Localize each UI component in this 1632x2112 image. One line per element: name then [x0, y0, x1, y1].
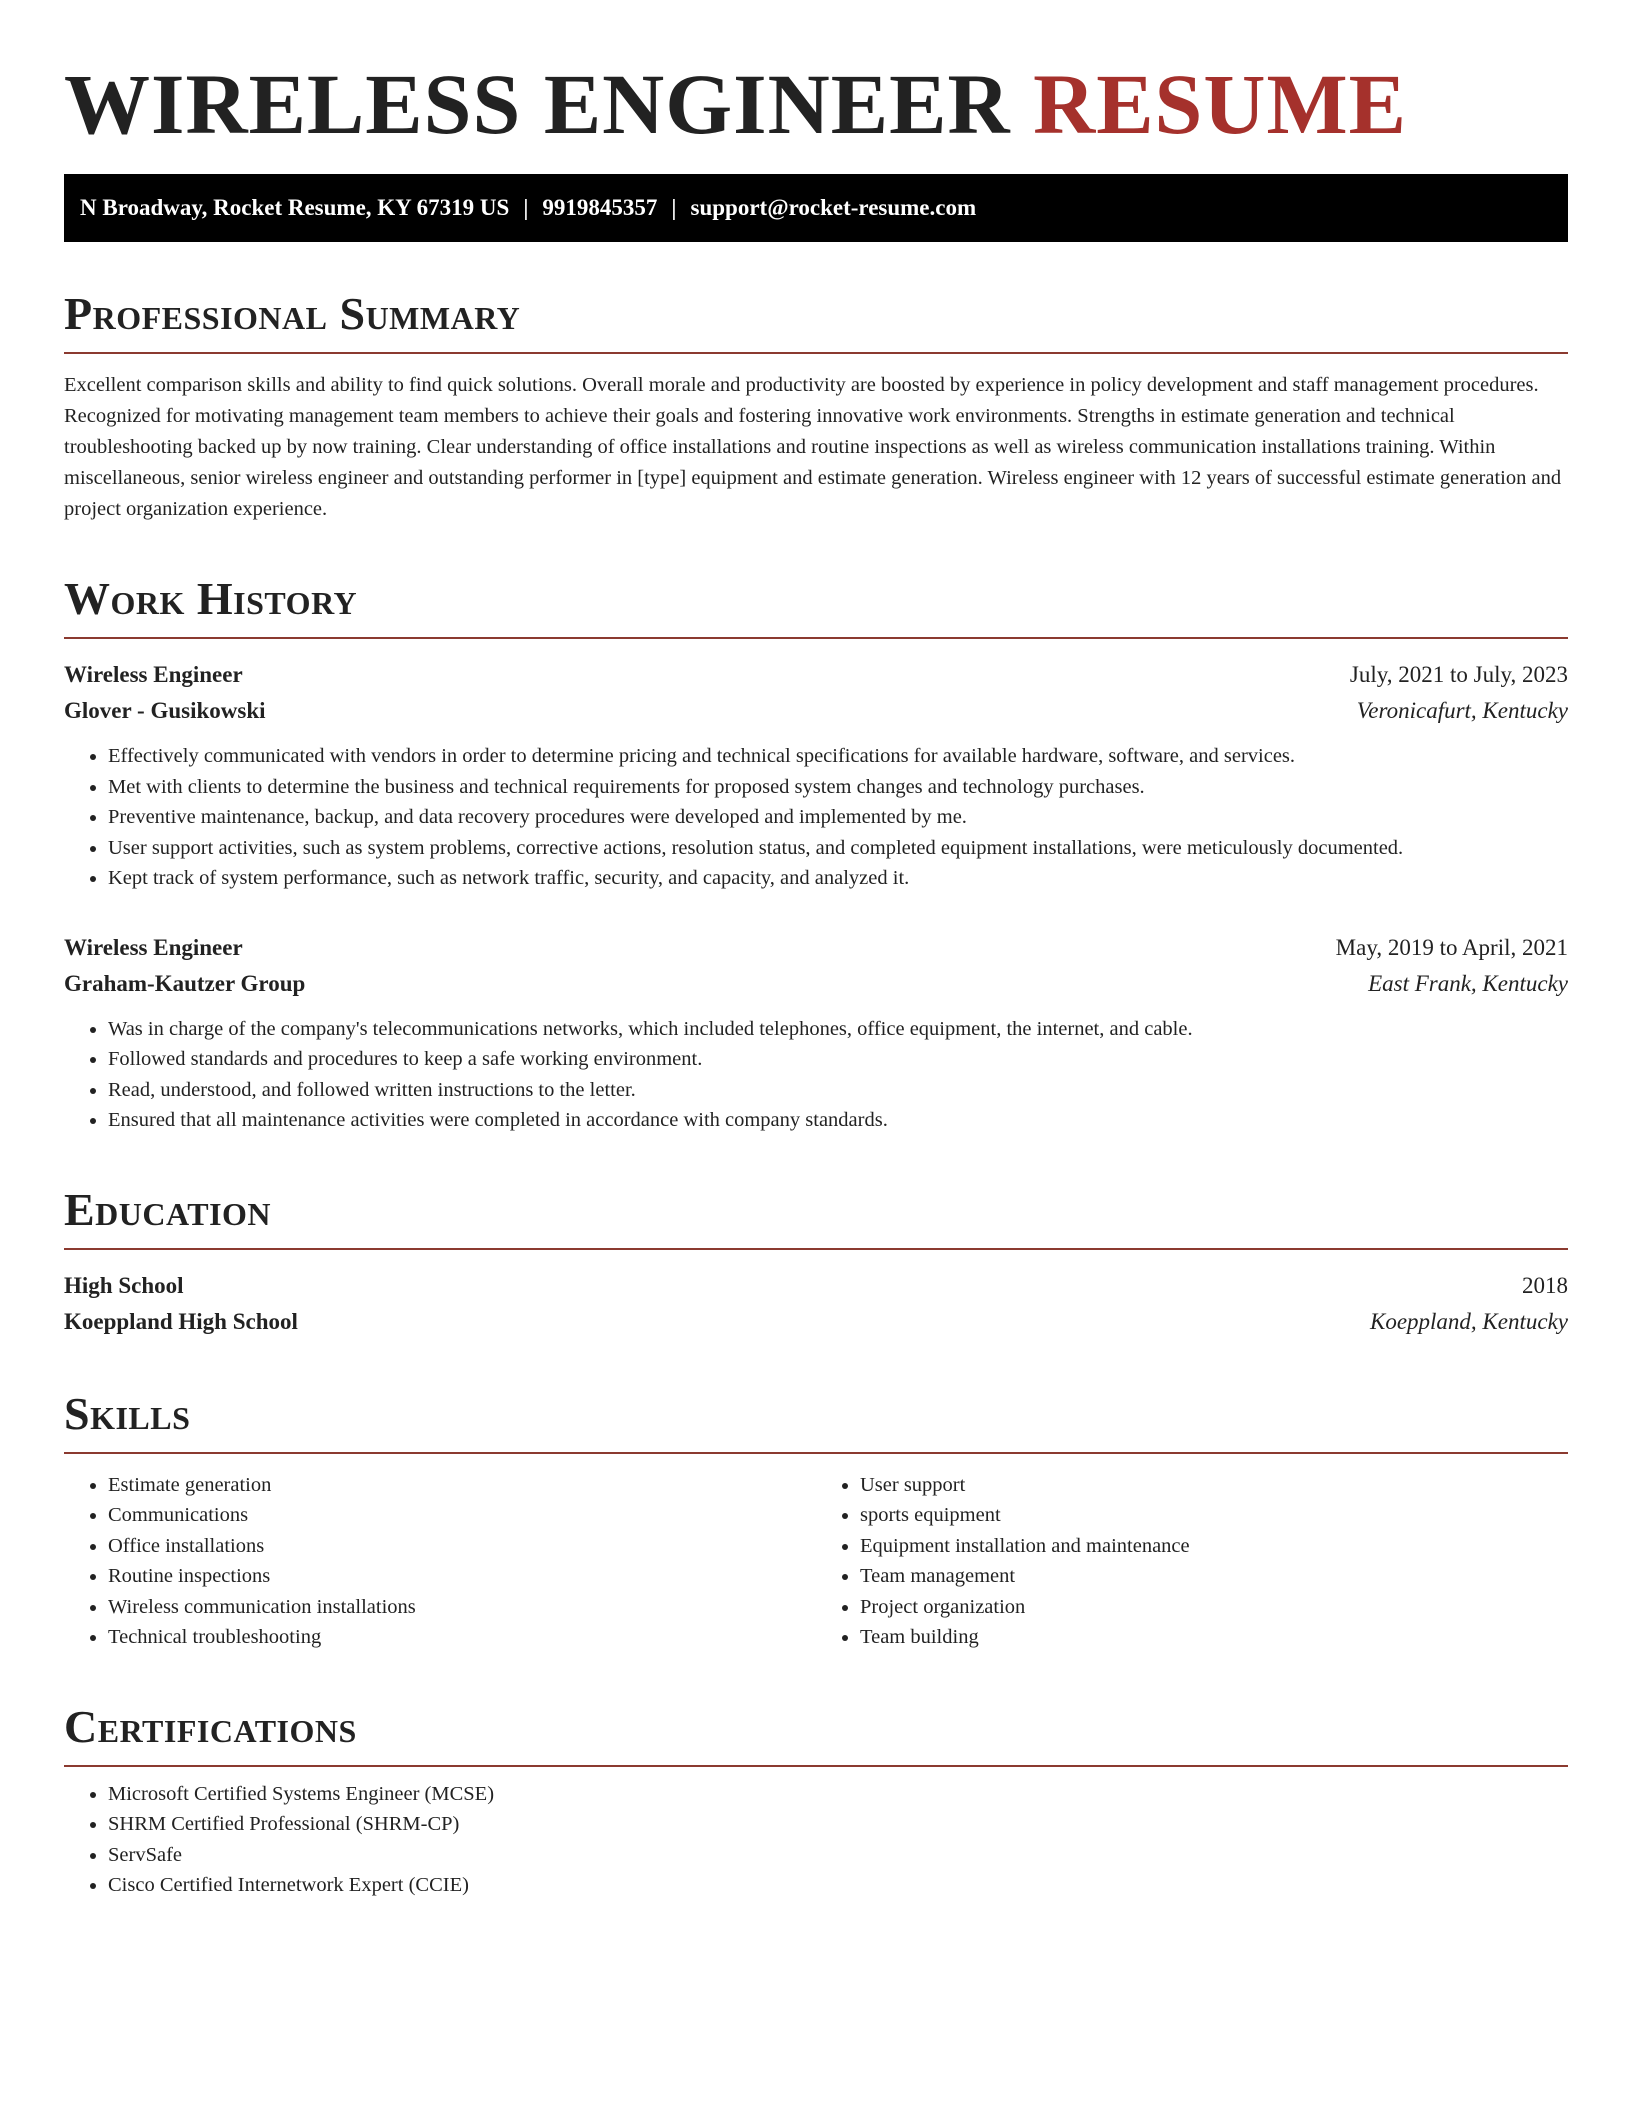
job-location: Veronicafurt, Kentucky	[1356, 698, 1568, 723]
job-company: Graham-Kautzer Group	[64, 970, 306, 996]
list-item: • Followed standards and procedures to keep a safe working environment.	[108, 1044, 1568, 1075]
skills-list-left	[64, 1470, 816, 1653]
list-item: • SHRM Certified Professional (SHRM-CP)	[108, 1809, 1568, 1840]
list-item: • Communications	[108, 1500, 816, 1531]
education-school-row	[64, 1304, 1568, 1340]
list-item: • Preventive maintenance, backup, and data recovery procedures were developed and implemented by me.	[108, 802, 1568, 833]
list-item: • Wireless communication installations	[108, 1592, 816, 1623]
education-location: Koeppland, Kentucky	[1369, 1308, 1568, 1334]
list-item: • Estimate generation	[108, 1470, 816, 1501]
list-item: • Technical troubleshooting	[108, 1622, 816, 1653]
list-item: • sports equipment	[860, 1500, 1568, 1531]
certifications-list	[64, 1779, 1568, 1901]
job-location: East Frank, Kentucky	[1368, 970, 1568, 996]
education-degree-row	[64, 1268, 1568, 1304]
contact-address: N Broadway, Rocket Resume, KY 67319 US	[80, 195, 510, 220]
list-item: • User support	[860, 1470, 1568, 1501]
education-degree: High School	[64, 1272, 184, 1298]
job-company-row	[64, 693, 1568, 729]
list-item: • Project organization	[860, 1592, 1568, 1623]
contact-separator: |	[671, 195, 677, 220]
list-item: • Team building	[860, 1622, 1568, 1653]
job-company-row	[64, 966, 1568, 1002]
list-item: • Effectively communicated with vendors in order to determine pricing and technical specifications for available hardware, software, and services.	[108, 741, 1568, 772]
job-title-row	[64, 657, 1568, 693]
work-history-heading: Work History	[64, 571, 1568, 639]
list-item: • Office installations	[108, 1531, 816, 1562]
job-bullets	[64, 1014, 1568, 1136]
education-heading: Education	[64, 1182, 1568, 1250]
job-title-row	[64, 930, 1568, 966]
job-entry	[64, 657, 1568, 894]
list-item: • ServSafe	[108, 1840, 1568, 1871]
education-entry	[64, 1268, 1568, 1340]
job-bullets	[64, 741, 1568, 894]
contact-bar	[64, 174, 1568, 242]
list-item: • Ensured that all maintenance activities were completed in accordance with company standards.	[108, 1105, 1568, 1136]
skills-heading: Skills	[64, 1386, 1568, 1454]
job-dates: May, 2019 to April, 2021	[1335, 934, 1568, 960]
resume-title	[64, 54, 1568, 154]
skills-list-right	[816, 1470, 1568, 1653]
contact-phone: 9919845357	[542, 195, 658, 220]
certifications-heading: Certifications	[64, 1699, 1568, 1767]
job-title: Wireless Engineer	[64, 662, 243, 687]
list-item: • Cisco Certified Internetwork Expert (CCIE)	[108, 1870, 1568, 1901]
list-item: • Was in charge of the company's telecommunications networks, which included telephones, office equipment, the internet, and cable.	[108, 1014, 1568, 1045]
list-item: • Read, understood, and followed written instructions to the letter.	[108, 1075, 1568, 1106]
list-item: • Microsoft Certified Systems Engineer (MCSE)	[108, 1779, 1568, 1810]
list-item: • Team management	[860, 1561, 1568, 1592]
list-item: • Met with clients to determine the business and technical requirements for proposed system changes and technology purchases.	[108, 772, 1568, 803]
list-item: • Equipment installation and maintenance	[860, 1531, 1568, 1562]
job-dates: July, 2021 to July, 2023	[1349, 662, 1568, 687]
title-accent: RESUME	[1033, 56, 1408, 152]
contact-email: support@rocket-resume.com	[690, 195, 977, 220]
list-item: • Routine inspections	[108, 1561, 816, 1592]
list-item: • User support activities, such as system problems, corrective actions, resolution status, and completed equipment installations, were meticulously documented.	[108, 833, 1568, 864]
list-item: • Kept track of system performance, such as network traffic, security, and capacity, and analyzed it.	[108, 863, 1568, 894]
summary-heading: Professional Summary	[64, 286, 1568, 354]
skills-grid	[64, 1470, 1568, 1653]
job-title: Wireless Engineer	[64, 934, 243, 960]
contact-separator: |	[523, 195, 529, 220]
title-main: WIRELESS ENGINEER	[64, 56, 1011, 152]
job-company: Glover - Gusikowski	[64, 698, 266, 723]
education-year: 2018	[1522, 1272, 1568, 1298]
education-school: Koeppland High School	[64, 1308, 298, 1334]
job-entry	[64, 930, 1568, 1136]
summary-text: Excellent comparison skills and ability to find quick solutions. Overall morale and productivity are boosted by experience in policy development and staff management procedures. Recognized for motivating management team members to achieve their goals and fostering innovative work environments. Strengths in estimate generation and technical troubleshooting backed up by now training. Clear understanding of office installations and routine inspections as well as wireless communication installations training. Within miscellaneous, senior wireless engineer and outstanding performer in [type] equipment and estimate generation. Wireless engineer with 12 years of successful estimate generation and project organization experience.	[64, 374, 1562, 520]
